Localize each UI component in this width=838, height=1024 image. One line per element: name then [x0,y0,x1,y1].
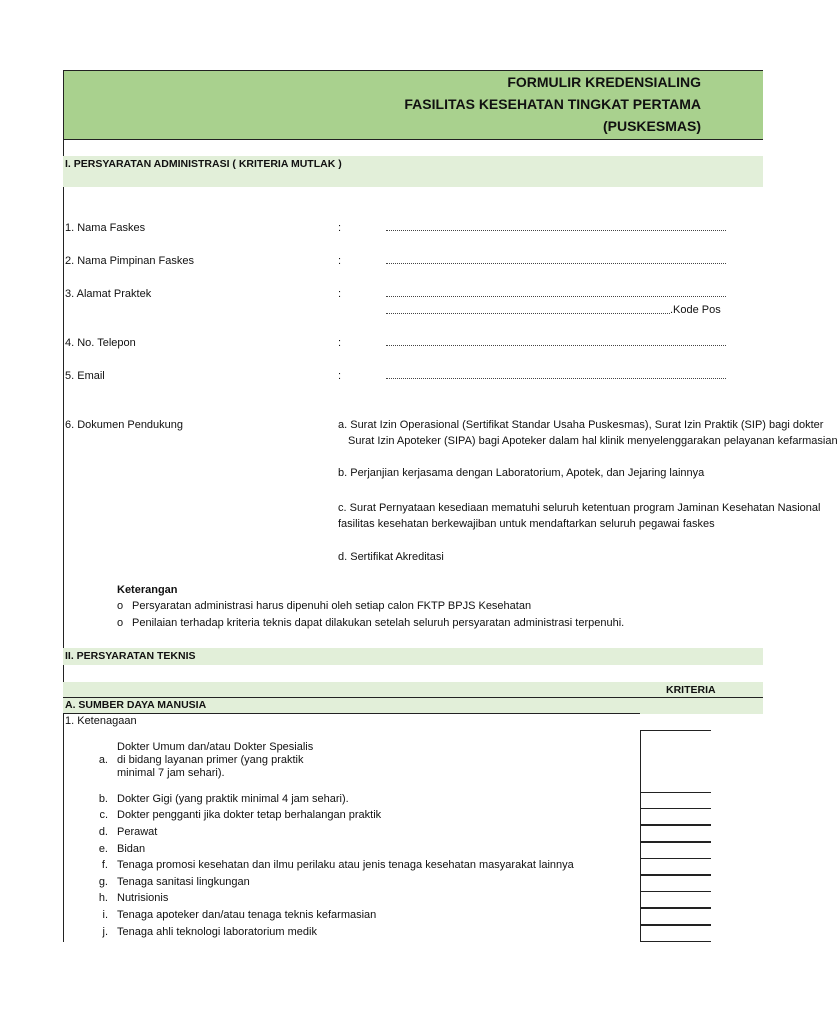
item-a-line1: Dokter Umum dan/atau Dokter Spesialis [117,741,314,753]
field-colon: : [338,222,342,234]
criteria-header: KRITERIA [666,684,716,696]
field-colon: : [338,337,342,349]
field-colon: : [338,370,342,382]
criteria-checkbox-b[interactable] [640,792,711,809]
field-label-telepon: 4. No. Telepon [65,337,136,349]
item-b: Dokter Gigi (yang praktik minimal 4 jam sehari). [117,793,349,805]
criteria-checkbox-i[interactable] [640,908,711,925]
field-label-nama-pimpinan: 2. Nama Pimpinan Faskes [65,255,194,267]
subsection-sdm: A. SUMBER DAYA MANUSIA [65,699,207,711]
keterangan-item: Persyaratan administrasi harus dipenuhi oleh setiap calon FKTP BPJS Kesehatan [132,600,532,612]
item-i: Tenaga apoteker dan/atau tenaga teknis kefarmasian [117,909,377,921]
item-letter: c. [99,809,108,821]
dokumen-b: b. Perjanjian kerjasama dengan Laboratorium, Apotek, dan Jejaring lainnya [338,467,705,479]
dokumen-d: d. Sertifikat Akreditasi [338,551,444,563]
dokumen-a-line2: Surat Izin Apoteker (SIPA) bagi Apoteker dalam hal klinik menyelenggarakan pelayanan kefarmasian [348,435,838,447]
keterangan-item: Penilaian terhadap kriteria teknis dapat dilakukan setelah seluruh persyaratan administrasi terpenuhi. [132,617,625,629]
dokumen-c-line1: c. Surat Pernyataan kesediaan mematuhi seluruh ketentuan program Jaminan Kesehatan Nasional [338,502,821,514]
criteria-checkbox-h[interactable] [640,891,711,908]
item-d: Perawat [117,826,158,838]
item-f: Tenaga promosi kesehatan dan ilmu perilaku atau jenis tenaga kesehatan masyarakat lainnya [117,859,574,871]
left-border [63,70,64,942]
item-c: Dokter pengganti jika dokter tetap berhalangan praktik [117,809,382,821]
item-letter: f. [101,859,108,871]
item-letter: a. [98,754,108,766]
item-h: Nutrisionis [117,892,169,904]
group-ketenagaan: 1. Ketenagaan [65,715,137,727]
criteria-checkbox-c[interactable] [640,808,711,825]
section2-heading: II. PERSYARATAN TEKNIS [65,650,196,662]
dokumen-c-line2: fasilitas kesehatan berkewajiban untuk mendaftarkan seluruh pegawai faskes [338,518,715,530]
criteria-checkbox-j[interactable] [640,925,711,942]
alamat-input-line2[interactable] [386,312,670,314]
item-letter: e. [98,843,108,855]
title-band [63,70,763,140]
title-line-2: FASILITAS KESEHATAN TINGKAT PERTAMA [404,96,701,112]
section1-heading: I. PERSYARATAN ADMINISTRASI ( KRITERIA MUTLAK ) [65,158,342,170]
item-letter: d. [98,826,108,838]
title-line-3: (PUSKESMAS) [602,118,701,134]
field-label-alamat: 3. Alamat Praktek [65,288,152,300]
item-letter: i. [102,909,108,921]
item-e: Bidan [117,843,146,855]
dokumen-a-line1: a. Surat Izin Operasional (Sertifikat Standar Usaha Puskesmas), Surat Izin Praktik (SIP) bagi dokter [338,419,824,431]
item-letter: h. [98,892,108,904]
item-j: Tenaga ahli teknologi laboratorium medik [117,926,317,938]
title-line-1: FORMULIR KREDENSIALING [507,74,701,90]
telepon-input[interactable] [386,344,726,346]
item-letter: g. [98,876,108,888]
nama-faskes-input[interactable] [386,229,726,231]
criteria-checkbox-g[interactable] [640,875,711,892]
criteria-checkbox-f[interactable] [640,858,711,875]
row-divider [63,713,640,714]
field-label-email: 5. Email [65,370,105,382]
email-input[interactable] [386,377,726,379]
item-letter: j. [102,926,108,938]
alamat-input-line1[interactable] [386,295,726,297]
field-label-nama-faskes: 1. Nama Faskes [65,222,146,234]
criteria-checkbox-e[interactable] [640,842,711,859]
field-colon: : [338,255,342,267]
criteria-checkbox-a[interactable] [640,730,711,793]
item-g: Tenaga sanitasi lingkungan [117,876,250,888]
row-divider [63,697,763,698]
field-colon: : [338,288,342,300]
bullet-icon: o [117,617,124,629]
field-label-dokumen: 6. Dokumen Pendukung [65,419,184,431]
nama-pimpinan-input[interactable] [386,262,726,264]
bullet-icon: o [117,600,124,612]
keterangan-heading: Keterangan [117,584,178,596]
item-a-line3: minimal 7 jam sehari). [117,767,225,779]
item-letter: b. [98,793,108,805]
criteria-checkbox-d[interactable] [640,825,711,842]
kode-pos-label: .Kode Pos [670,304,721,316]
item-a-line2: di bidang layanan primer (yang praktik [117,754,304,766]
